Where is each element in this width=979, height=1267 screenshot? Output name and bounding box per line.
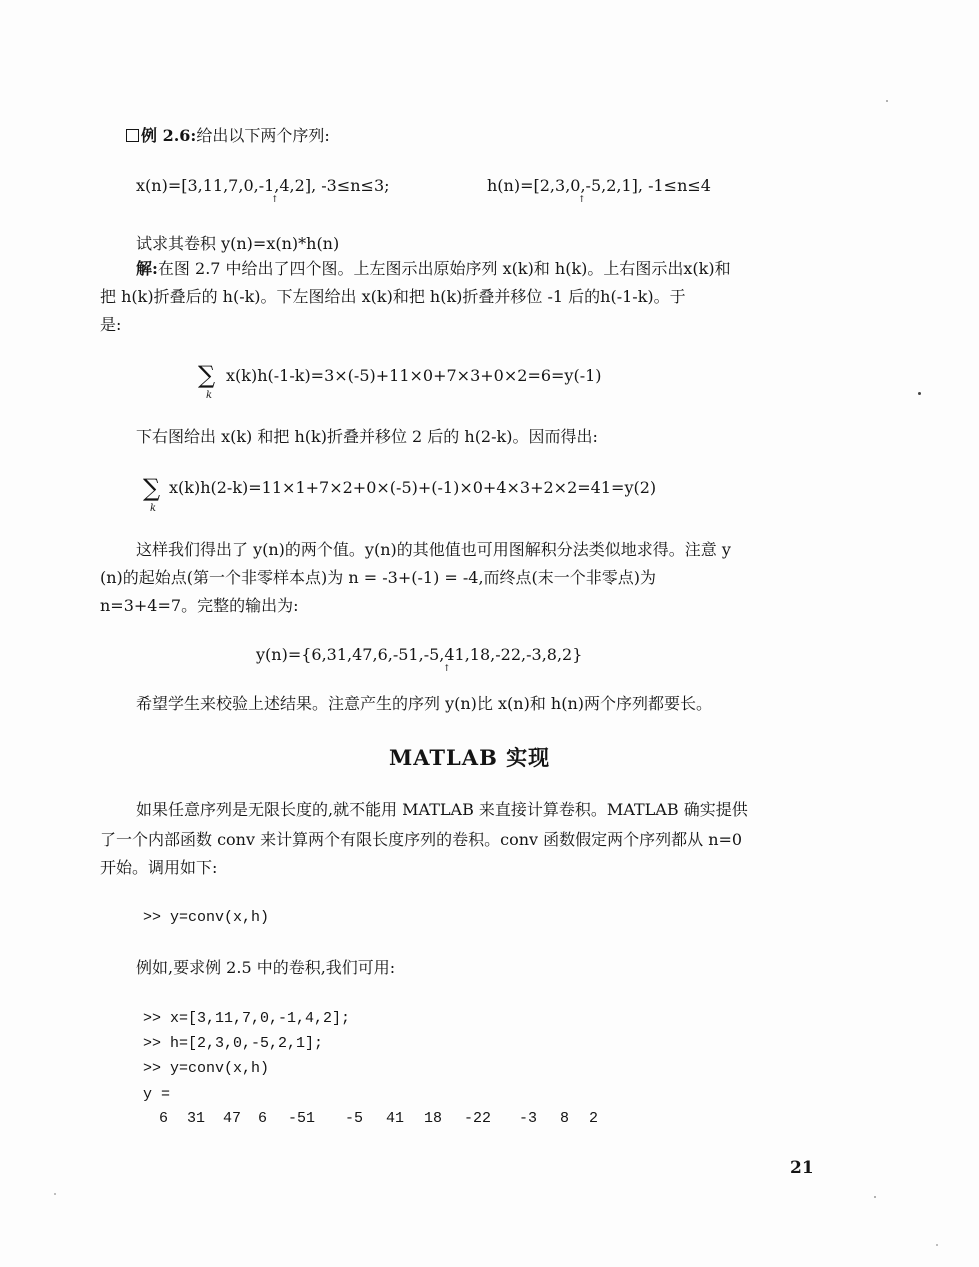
page-number: 21 xyxy=(790,1158,814,1178)
output-value: -3 xyxy=(519,1110,538,1127)
paragraph-lower-right: 下右图给出 x(k) 和把 h(k)折叠并移位 2 后的 h(2-k)。因而得出: xyxy=(136,427,598,446)
section-title: MATLAB 实现 xyxy=(389,745,551,770)
origin-marker-y: ↑ xyxy=(443,664,451,674)
paragraph-values-line-3: n=3+4=7。完整的输出为: xyxy=(100,596,299,615)
output-value: 47 xyxy=(223,1110,242,1127)
code-line: y = xyxy=(143,1086,171,1103)
scan-speck xyxy=(874,1196,876,1198)
paragraph-matlab-line-1: 如果任意序列是无限长度的,就不能用 MATLAB 来直接计算卷积。MATLAB 确实提供 xyxy=(136,800,748,819)
equation-y: y(n)={6,31,47,6,-51,-5,41,18,-22,-3,8,2} xyxy=(256,645,583,664)
code-line: >> y=conv(x,h) xyxy=(143,1060,270,1077)
convolution-definition: 试求其卷积 y(n)=x(n)*h(n) xyxy=(136,234,340,253)
paragraph-example: 例如,要求例 2.5 中的卷积,我们可用: xyxy=(136,958,396,977)
paragraph-values-line-2: (n)的起始点(第一个非零样本点)为 n = -3+(-1) = -4,而终点(末一个非零点)为 xyxy=(100,568,657,587)
paragraph-values-line-1: 这样我们得出了 y(n)的两个值。y(n)的其他值也可用图解积分法类似地求得。注意 y xyxy=(136,540,731,559)
equation-h: h(n)=[2,3,0,-5,2,1], -1≤n≤4 xyxy=(487,176,711,195)
paragraph-matlab-line-2: 了一个内部函数 conv 来计算两个有限长度序列的卷积。conv 函数假定两个序列都从 n=0 xyxy=(100,830,743,849)
summation-symbol: ∑ xyxy=(143,474,161,502)
solution-line-2: 把 h(k)折叠后的 h(-k)。下左图给出 x(k)和把 h(k)折叠并移位 -1 后的h(-1-k)。于 xyxy=(100,287,686,306)
summation-symbol: ∑ xyxy=(198,361,216,389)
solution-line-3: 是: xyxy=(100,315,122,334)
scan-speck xyxy=(936,1244,938,1246)
code-call: >> y=conv(x,h) xyxy=(143,909,270,926)
equation-sum-2: x(k)h(2-k)=11×1+7×2+0×(-5)+(-1)×0+4×3+2×2=41=y(2) xyxy=(169,478,657,497)
output-value: 41 xyxy=(386,1110,405,1127)
scan-speck xyxy=(918,392,921,395)
origin-marker-h: ↑ xyxy=(578,195,586,205)
output-value: -22 xyxy=(464,1110,492,1127)
solution-line-1 xyxy=(136,259,731,278)
output-value: 6 xyxy=(258,1110,268,1127)
code-line: >> x=[3,11,7,0,-1,4,2]; xyxy=(143,1010,351,1027)
example-intro: 给出以下两个序列: xyxy=(196,126,330,145)
output-value: 8 xyxy=(560,1110,570,1127)
example-label: 例 2.6: xyxy=(141,126,197,145)
output-value: 6 xyxy=(159,1110,169,1127)
output-values xyxy=(0,1110,979,1132)
output-value: 2 xyxy=(589,1110,599,1127)
solution-text-1: 在图 2.7 中给出了四个图。上左图示出原始序列 x(k)和 h(k)。上右图示出x(k)和 xyxy=(157,259,731,278)
solution-label: 解: xyxy=(136,259,158,278)
output-value: 31 xyxy=(187,1110,206,1127)
scan-speck xyxy=(886,100,888,102)
equation-sum-1: x(k)h(-1-k)=3×(-5)+11×0+7×3+0×2=6=y(-1) xyxy=(226,366,602,385)
equation-x: x(n)=[3,11,7,0,-1,4,2], -3≤n≤3; xyxy=(136,176,390,195)
summation-index: k xyxy=(206,390,213,401)
paragraph-verify: 希望学生来校验上述结果。注意产生的序列 y(n)比 x(n)和 h(n)两个序列都要长。 xyxy=(136,694,712,713)
summation-index: k xyxy=(150,503,157,514)
paragraph-matlab-line-3: 开始。调用如下: xyxy=(100,858,218,877)
box-icon xyxy=(126,129,139,142)
output-value: 18 xyxy=(424,1110,443,1127)
origin-marker-x: ↑ xyxy=(271,195,279,205)
output-value: -51 xyxy=(288,1110,316,1127)
scan-speck xyxy=(54,1193,56,1195)
output-value: -5 xyxy=(345,1110,364,1127)
example-heading xyxy=(126,126,330,145)
code-line: >> h=[2,3,0,-5,2,1]; xyxy=(143,1035,324,1052)
